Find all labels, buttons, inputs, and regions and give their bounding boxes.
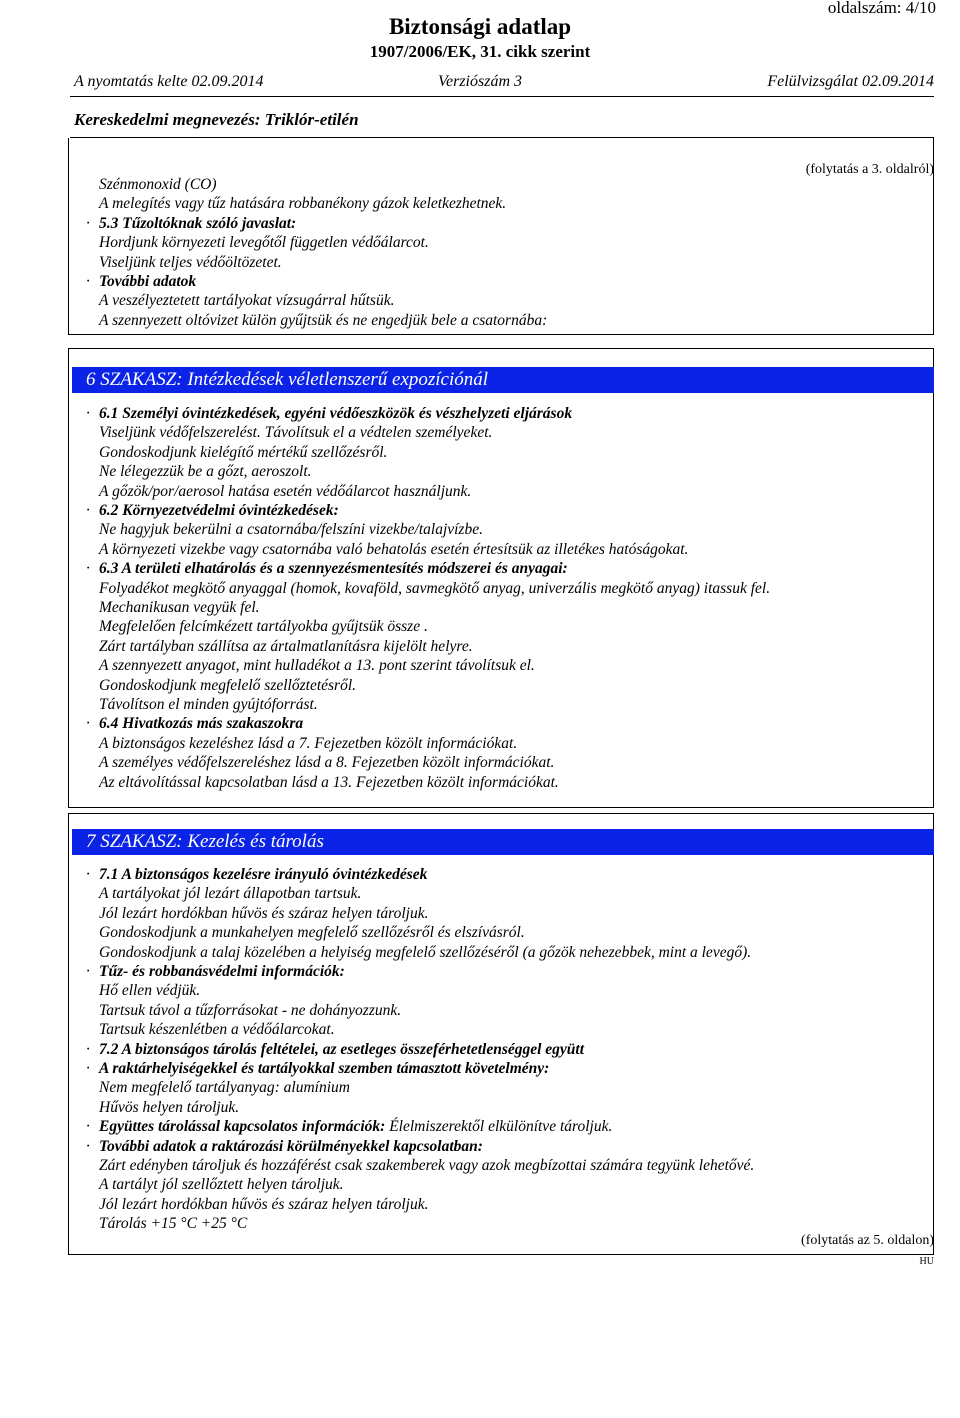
text-line <box>86 599 260 617</box>
text-line <box>86 982 200 1000</box>
text-line <box>86 696 318 714</box>
subsection-heading <box>86 405 572 423</box>
bullet-dot: · <box>86 963 90 980</box>
line-content <box>86 1118 612 1135</box>
line-text: Élelmiszerektől elkülönítve tároljuk. <box>385 1118 613 1136</box>
line-text: Viseljünk teljes védőöltözetet. <box>99 253 282 271</box>
subsection-heading <box>86 502 339 520</box>
line-text: 7.2 A biztonságos tárolás feltételei, az esetleges összeférhetetlenséggel együtt <box>99 1040 585 1058</box>
bullet-dot: · <box>86 715 90 733</box>
bullet-dot: · <box>86 405 90 422</box>
text-line <box>86 254 282 272</box>
bullet-dot: · <box>86 866 90 883</box>
line-text: A szennyezett anyagot, mint hulladékot a 13. pont szerint távolítsuk el. <box>99 657 535 675</box>
line-text: A biztonságos kezeléshez lásd a 7. Fejezetben közölt információkat. <box>99 734 518 752</box>
section-6-heading: 6 SZAKASZ: Intézkedések véletlenszerű expozíciónál <box>72 367 934 393</box>
bullet-dot: · <box>86 1060 90 1077</box>
subsection-heading <box>86 1118 612 1136</box>
header-divider <box>70 96 934 97</box>
line-text: További adatok a raktározási körülményekkel kapcsolatban: <box>99 1137 483 1155</box>
print-date: A nyomtatás kelte 02.09.2014 <box>74 73 264 90</box>
subsection-heading <box>86 1060 549 1078</box>
subsection-heading <box>86 560 568 578</box>
bullet-dot: · <box>86 214 90 232</box>
line-text: 6.4 Hivatkozás más szakaszokra <box>99 715 304 733</box>
language-mark: HU <box>919 1256 934 1267</box>
line-text: Jól lezárt hordókban hűvös és száraz helyen tároljuk. <box>99 904 429 922</box>
bullet-dot: · <box>86 1118 90 1136</box>
line-text: A veszélyeztetett tartályokat vízsugárral hűtsük. <box>99 292 395 310</box>
line-text: A raktárhelyiségekkel és tartályokkal szemben támasztott követelmény: <box>99 1060 550 1077</box>
text-line <box>86 541 688 559</box>
line-text: Szénmonoxid (CO) <box>99 176 217 193</box>
line-text: A szennyezett oltóvizet külön gyűjtsük és ne engedjük bele a csatornába: <box>99 311 548 329</box>
text-line <box>86 1176 344 1194</box>
line-text: Megfelelően felcímkézett tartályokba gyűjtsük össze . <box>99 618 428 636</box>
text-line <box>86 924 525 942</box>
line-text: Folyadékot megkötő anyaggal (homok, kovaföld, savmegkötő anyag, univerzális megkötő anyag) itassuk fel. <box>99 579 771 597</box>
text-line <box>86 234 429 252</box>
text-line <box>86 1099 239 1117</box>
line-text: 5.3 Tűzoltóknak szóló javaslat: <box>99 214 297 232</box>
text-line <box>86 312 547 330</box>
text-line <box>86 885 361 903</box>
text-line <box>86 754 554 772</box>
line-text: 6.2 Környezetvédelmi óvintézkedések: <box>99 502 339 519</box>
subsection-heading <box>86 215 296 233</box>
line-text: Az eltávolítással kapcsolatban lásd a 13. Fejezetben közölt információkat. <box>99 773 559 791</box>
bullet-dot: · <box>86 502 90 519</box>
version-number: Verziószám 3 <box>437 73 522 90</box>
bold-label: Együttes tárolással kapcsolatos információk: <box>99 1118 386 1136</box>
line-text: Gondoskodjunk kielégítő mértékű szellőzésről. <box>99 443 388 461</box>
line-text: Tárolás +15 °C +25 °C <box>99 1215 248 1233</box>
line-text: A gőzök/por/aerosol hatása esetén védőálarcot használjunk. <box>99 482 472 500</box>
line-text: Gondoskodjunk megfelelő szellőztetésről. <box>99 676 356 694</box>
line-text: Ne lélegezzük be a gőzt, aeroszolt. <box>99 463 312 481</box>
line-text: Hő ellen védjük. <box>99 982 201 1000</box>
text-line <box>86 618 428 636</box>
page-number: oldalszám: 4/10 <box>827 0 936 17</box>
line-text: Távolítson el minden gyújtóforrást. <box>99 696 318 713</box>
language-rule <box>920 1254 934 1255</box>
line-text: Zárt tartályban szállítsa az ártalmatlanításra kijelölt helyre. <box>99 637 473 655</box>
subsection-heading <box>86 273 196 291</box>
line-text: Ne hagyjuk bekerülni a csatornába/felszíni vizekbe/talajvízbe. <box>99 521 483 539</box>
text-line <box>86 657 535 675</box>
document-subtitle: 1907/2006/EK, 31. cikk szerint <box>369 42 591 61</box>
text-line <box>86 195 506 213</box>
text-line <box>86 944 751 962</box>
subsection-heading <box>86 963 345 981</box>
text-line <box>86 735 517 753</box>
line-text: Nem megfelelő tartályanyag: alumínium <box>99 1079 350 1097</box>
text-line <box>86 1196 428 1214</box>
line-text: 6.3 A területi elhatárolás és a szennyezésmentesítés módszerei és anyagai: <box>99 560 568 578</box>
text-line <box>86 463 312 481</box>
text-line <box>86 292 394 310</box>
subsection-heading <box>86 715 303 733</box>
line-text: 7.1 A biztonságos kezelésre irányuló óvintézkedések <box>99 866 428 883</box>
line-text: Viseljünk védőfelszerelést. Távolítsuk el a védtelen személyeket. <box>99 424 493 442</box>
text-line <box>86 1021 335 1039</box>
continued-from-note: (folytatás a 3. oldalról) <box>805 162 934 177</box>
line-text: A személyes védőfelszereléshez lásd a 8. Fejezetben közölt információkat. <box>99 754 555 772</box>
line-text: Tartsuk távol a tűzforrásokat - ne dohányozzunk. <box>99 1001 402 1019</box>
text-line <box>86 905 428 923</box>
line-text: Gondoskodjunk a talaj közelében a helyiség megfelelő szellőzéséről (a gőzök nehezebbek, mint a levegő). <box>99 943 752 961</box>
line-text: Mechanikusan vegyük fel. <box>99 599 260 616</box>
text-line <box>86 444 387 462</box>
text-line <box>86 1157 754 1175</box>
line-text: További adatok <box>99 273 197 290</box>
line-text: A melegítés vagy tűz hatására robbanékony gázok keletkezhetnek. <box>99 195 507 213</box>
text-line <box>86 176 217 194</box>
revision-date: Felülvizsgálat 02.09.2014 <box>767 73 934 90</box>
subsection-heading <box>86 866 427 884</box>
subsection-heading <box>86 1138 483 1156</box>
bullet-dot: · <box>86 1040 90 1058</box>
text-line <box>86 1002 401 1020</box>
bullet-dot: · <box>86 560 90 578</box>
text-line <box>86 1215 247 1233</box>
text-line <box>86 774 559 792</box>
line-text: Hordjunk környezeti levegőtől független védőálarcot. <box>99 234 429 252</box>
line-text: Gondoskodjunk a munkahelyen megfelelő szellőzésről és elszívásról. <box>99 924 525 942</box>
text-line <box>86 677 356 695</box>
line-text: 6.1 Személyi óvintézkedések, egyéni védőeszközök és vészhelyzeti eljárások <box>99 405 573 422</box>
continued-to-note: (folytatás az 5. oldalon) <box>801 1233 934 1248</box>
bullet-dot: · <box>86 273 90 290</box>
text-line <box>86 483 471 501</box>
line-text: Hűvös helyen tároljuk. <box>99 1098 240 1116</box>
text-line <box>86 1079 350 1097</box>
line-text: Jól lezárt hordókban hűvös és száraz helyen tároljuk. <box>99 1195 429 1213</box>
subsection-heading <box>86 1041 584 1059</box>
bullet-dot: · <box>86 1137 90 1155</box>
text-line <box>86 638 473 656</box>
text-line <box>86 521 483 539</box>
line-text: Tűz- és robbanásvédelmi információk: <box>99 963 345 980</box>
text-line <box>86 580 770 598</box>
line-text: Tartsuk készenlétben a védőálarcokat. <box>99 1021 335 1039</box>
text-line <box>86 424 492 442</box>
document-title: Biztonsági adatlap <box>388 14 572 39</box>
trade-name: Kereskedelmi megnevezés: Triklór-etilén <box>74 110 359 129</box>
line-text: A környezeti vizekbe vagy csatornába való behatolás esetén értesítsük az illetékes hatóságokat. <box>99 540 689 558</box>
line-text: A tartályt jól szellőztett helyen tároljuk. <box>99 1176 344 1194</box>
section-7-heading: 7 SZAKASZ: Kezelés és tárolás <box>72 829 934 855</box>
line-text: A tartályokat jól lezárt állapotban tartsuk. <box>99 885 362 903</box>
line-text: Zárt edényben tároljuk és hozzáférést csak szakemberek vagy azok megbízottai számára tegyünk lehetővé. <box>99 1157 755 1174</box>
